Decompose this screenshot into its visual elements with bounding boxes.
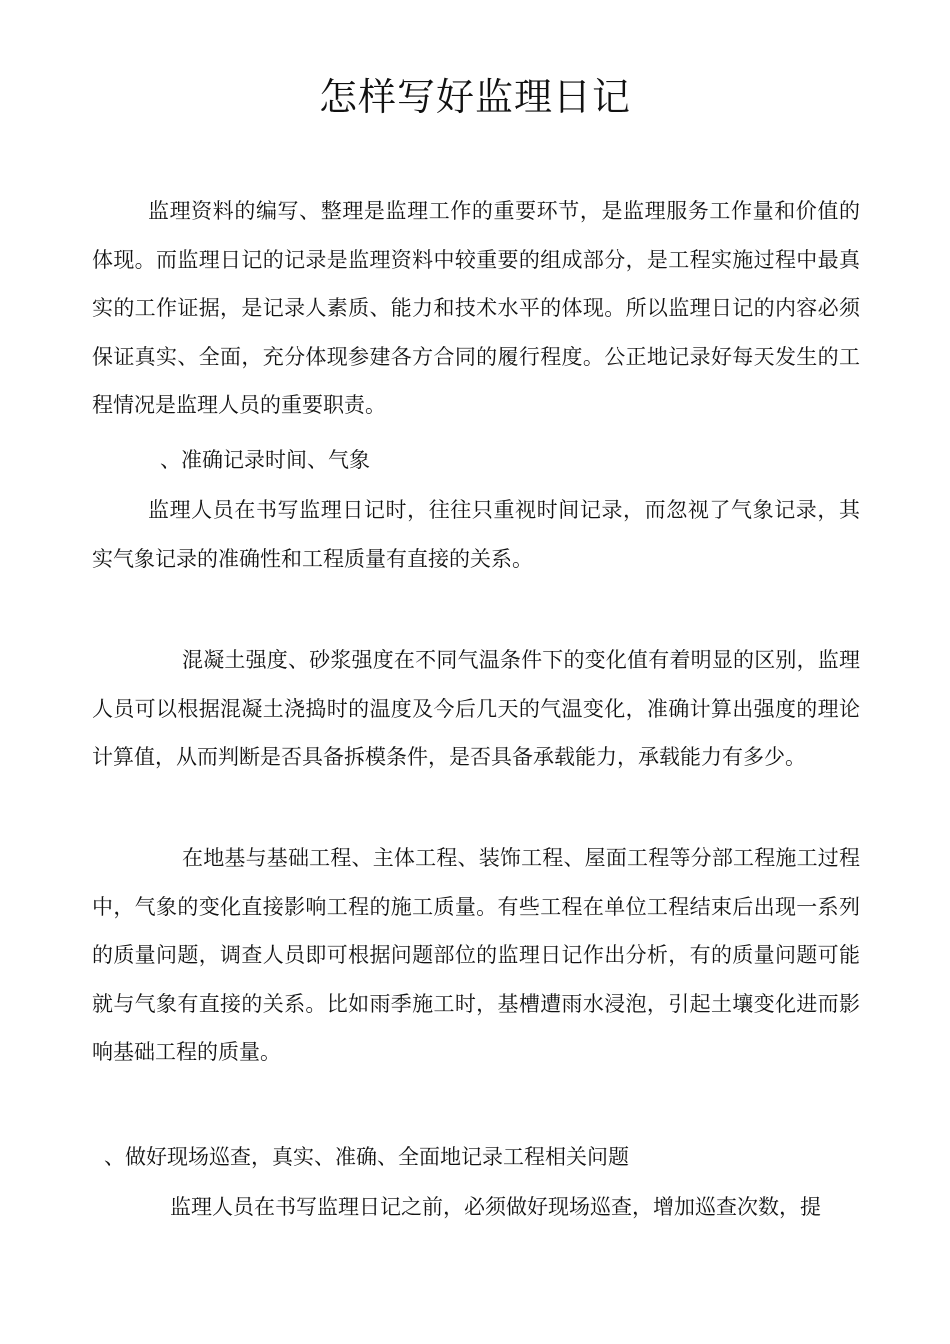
paragraph-construction-quality: 在地基与基础工程、主体工程、装饰工程、屋面工程等分部工程施工过程中，气象的变化直接影响工程的施工质量。有些工程在单位工程结束后出现一系列的质量问题，调查人员即可根据问题部位的监理日记作出分析，有的质量问题可能就与气象有直接的关系。比如雨季施工时，基槽遭雨水浸泡，引起土壤变化进而影响基础工程的质量。 [92,846,860,1064]
paragraph-intro: 监理资料的编写、整理是监理工作的重要环节，是监理服务工作量和价值的体现。而监理日记的记录是监理资料中较重要的组成部分，是工程实施过程中最真实的工作证据，是记录人素质、能力和技术水平的体现。所以监理日记的内容必须保证真实、全面，充分体现参建各方合同的履行程度。公正地记录好每天发生的工程情况是监理人员的重要职责。 [92,199,860,417]
paragraph-site-inspection: 监理人员在书写监理日记之前，必须做好现场巡查，增加巡查次数，提 [170,1195,821,1219]
section-heading-site-inspection: 、做好现场巡查，真实、准确、全面地记录工程相关问题 [104,1145,629,1169]
paragraph-concrete-strength: 混凝土强度、砂浆强度在不同气温条件下的变化值有着明显的区别，监理人员可以根据混凝土浇捣时的温度及今后几天的气温变化，准确计算出强度的理论计算值，从而判断是否具备拆模条件，是否具备承载能力，承载能力有多少。 [92,648,860,769]
section-heading-time-weather: 、准确记录时间、气象 [160,448,370,472]
page-title: 怎样写好监理日记 [318,75,631,119]
paragraph-weather-record: 监理人员在书写监理日记时，往往只重视时间记录，而忽视了气象记录，其实气象记录的准确性和工程质量有直接的关系。 [92,498,860,571]
